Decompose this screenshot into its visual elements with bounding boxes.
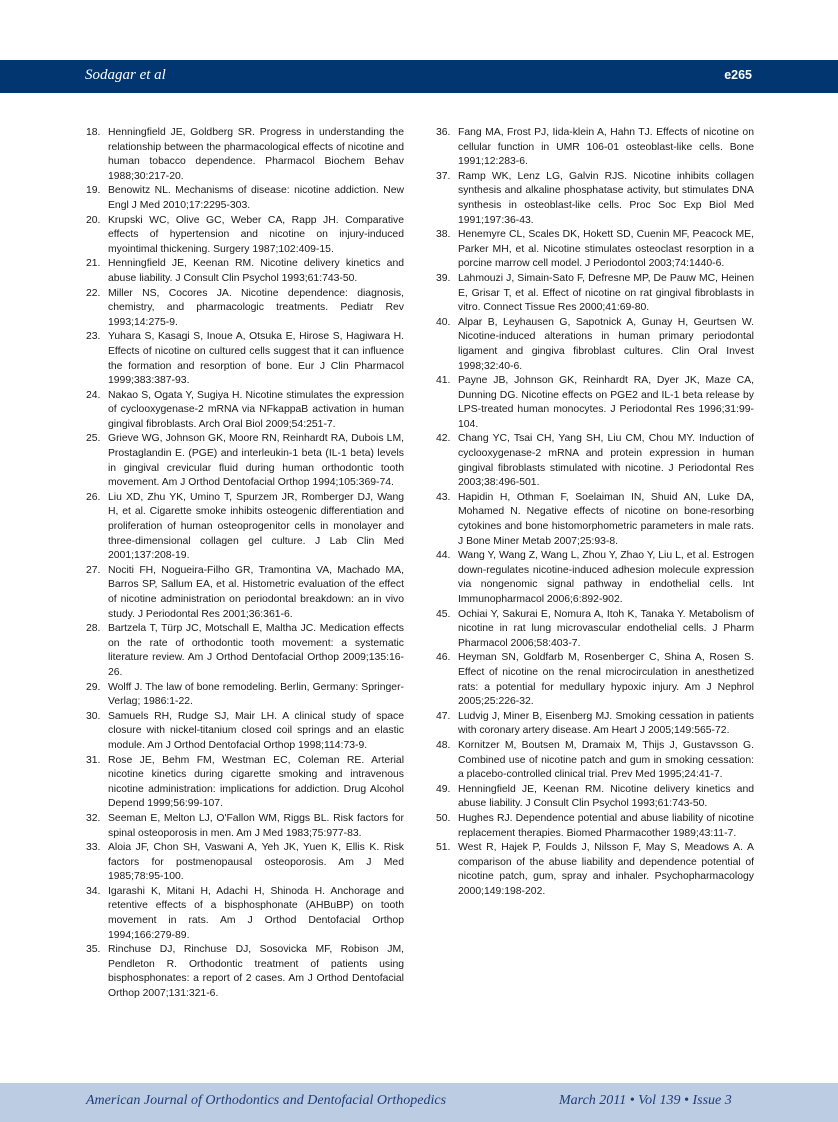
reference-text: Grieve WG, Johnson GK, Moore RN, Reinhardt RA, Dubois LM, Prostaglandin E. (PGE) and interleukin-1 beta (IL-1 beta) levels in gingival crevicular fluid during human orthodontic tooth movement. Am J Orthod Dentofacial Orthop 1994;105:369-74. [108,433,404,489]
reference-text: Henningfield JE, Keenan RM. Nicotine delivery kinetics and abuse liability. J Consult Clin Psychol 1993;61:743-50. [458,783,754,810]
reference-text: Hapidin H, Othman F, Soelaiman IN, Shuid AN, Luke DA, Mohamed N. Negative effects of nicotine on bone-resorbing cytokines and bone histomorphometric parameters in male rats. J Bone Miner Metab 2007;25:93-8. [458,491,754,547]
reference-number: 28. [86,623,101,635]
reference-number: 35. [86,944,101,956]
reference-item [86,432,404,490]
reference-number: 33. [86,842,101,854]
reference-text: Liu XD, Zhu YK, Umino T, Spurzem JR, Romberger DJ, Wang H, et al. Cigarette smoke inhibits osteogenic differentiation and proliferation of human osteoprogenitor cells in monolayer and three-dimensional collagen gel culture. J Lab Clin Med 2001;137:208-19. [108,491,404,562]
reference-item [436,170,754,228]
reference-item [436,608,754,652]
reference-text: Wolff J. The law of bone remodeling. Berlin, Germany: Springer-Verlag; 1986:1-22. [108,681,404,708]
reference-text: Nociti FH, Nogueira-Filho GR, Tramontina VA, Machado MA, Barros SP, Sallum EA, et al. Histometric evaluation of the effect of nicotine administration on periodontal breakdown: an in vivo study. J Periodontal Res 2001;36:361-6. [108,564,404,620]
reference-number: 38. [436,229,451,241]
reference-item [86,681,404,710]
reference-item [436,783,754,812]
reference-text: Yuhara S, Kasagi S, Inoue A, Otsuka E, Hirose S, Hagiwara H. Effects of nicotine on cultured cells suggest that it can influence the formation and resorption of bone. Eur J Clin Pharmacol 1999;383:387-93. [108,331,404,387]
reference-text: Nakao S, Ogata Y, Sugiya H. Nicotine stimulates the expression of cyclooxygenase-2 mRNA via NFkappaB activation in human gingival fibroblasts. Arch Oral Biol 2009;54:251-7. [108,389,404,430]
reference-number: 51. [436,842,451,854]
reference-text: Ochiai Y, Sakurai E, Nomura A, Itoh K, Tanaka Y. Metabolism of nicotine in rat lung microvascular endothelial cells. J Pharm Pharmacol 2006;58:403-7. [458,608,754,649]
reference-number: 34. [86,885,101,897]
reference-item [436,841,754,899]
reference-number: 19. [86,185,101,197]
reference-text: Heyman SN, Goldfarb M, Rosenberger C, Shina A, Rosen S. Effect of nicotine on the renal microcirculation in anesthetized rats: a potential for medullary hypoxic injury. Am J Nephrol 2005;25:226-32. [458,652,754,708]
reference-text: Henemyre CL, Scales DK, Hokett SD, Cuenin MF, Peacock ME, Parker MH, et al. Nicotine stimulates osteoclast resorption in a porcine marrow cell model. J Periodontol 2003;74:1440-6. [458,229,754,270]
reference-number: 50. [436,812,451,824]
reference-item [436,491,754,549]
reference-item [86,257,404,286]
reference-text: Lahmouzi J, Simain-Sato F, Defresne MP, De Pauw MC, Heinen E, Grisar T, et al. Effect of nicotine on rat gingival fibroblasts in vitro. Connect Tissue Res 2000;41:69-80. [458,272,754,314]
reference-text: Bartzela T, Türp JC, Motschall E, Maltha JC. Medication effects on the rate of orthodontic tooth movement: a systematic literature review. Am J Orthod Dentofacial Orthop 2009;135:16-26. [108,623,404,678]
reference-number: 22. [86,287,101,299]
reference-item [436,316,754,374]
reference-item [86,812,404,841]
reference-text: Rose JE, Behm FM, Westman EC, Coleman RE. Arterial nicotine kinetics during cigarette smoking and intravenous nicotine administration: implications for addiction. Drug Alcohol Depend 1999;56:99-107. [108,754,404,810]
references-right-column [436,126,754,899]
reference-text: Igarashi K, Mitani H, Adachi H, Shinoda H. Anchorage and retentive effects of a bisphosphonate (AHBuBP) on tooth movement in rats. Am J Orthod Dentofacial Orthop 1994;166:279-89. [108,885,404,941]
reference-number: 44. [436,550,451,562]
references-left-column [86,126,404,1002]
reference-text: Seeman E, Melton LJ, O'Fallon WM, Riggs BL. Risk factors for spinal osteoporosis in men. Am J Med 1983;75:977-83. [108,812,404,839]
reference-item [86,885,404,943]
reference-text: Chang YC, Tsai CH, Yang SH, Liu CM, Chou MY. Induction of cyclooxygenase-2 mRNA and protein expression in human gingival fibroblasts stimulated with nicotine. J Periodontal Res 2003;38:496-501. [458,433,754,489]
reference-number: 23. [86,331,101,343]
reference-item [436,228,754,272]
reference-number: 39. [436,272,451,284]
reference-item [86,754,404,812]
reference-number: 36. [436,127,451,138]
reference-number: 46. [436,652,451,664]
reference-text: Fang MA, Frost PJ, Iida-klein A, Hahn TJ. Effects of nicotine on cellular function in UMR 106-01 osteoblast-like cells. Bone 1991;12:283-6. [458,127,754,168]
journal-name: American Journal of Orthodontics and Dentofacial Orthopedics [86,1093,447,1108]
reference-text: Ludvig J, Miner B, Eisenberg MJ. Smoking cessation in patients with coronary artery disease. Am Heart J 2005;149:565-72. [458,710,754,737]
reference-number: 37. [436,170,451,182]
reference-item [436,432,754,490]
reference-text: Krupski WC, Olive GC, Weber CA, Rapp JH. Comparative effects of hypertension and nicotine on injury-induced myointimal thickening. Surgery 1987;102:409-15. [108,214,404,255]
reference-item [86,710,404,754]
reference-item [436,272,754,316]
reference-item [436,126,754,170]
reference-number: 24. [86,389,101,401]
reference-item [86,389,404,433]
reference-number: 47. [436,710,451,722]
reference-item [86,126,404,184]
reference-text: West R, Hajek P, Foulds J, Nilsson F, May S, Meadows A. A comparison of the abuse liability and dependence potential of nicotine patch, gum, spray and inhaler. Psychopharmacology 2000;149:198-202. [458,842,754,897]
reference-item [436,549,754,607]
reference-number: 29. [86,681,101,693]
reference-text: Wang Y, Wang Z, Wang L, Zhou Y, Zhao Y, Liu L, et al. Estrogen down-regulates nicotine-induced adhesion molecule expression via nongenomic signal pathway in endothelial cells. Int Immunopharmacol 2006;6:892-902. [458,550,754,605]
reference-item [86,841,404,885]
reference-item [86,943,404,1001]
reference-number: 26. [86,491,101,503]
header-authors: Sodagar et al [85,67,166,83]
reference-text: Kornitzer M, Boutsen M, Dramaix M, Thijs J, Gustavsson G. Combined use of nicotine patch and gum in smoking cessation: a placebo-controlled clinical trial. Prev Med 1995;24:41-7. [458,739,754,781]
reference-item [86,622,404,680]
reference-number: 21. [86,258,101,270]
reference-number: 18. [86,127,101,138]
reference-item [436,710,754,739]
reference-item [86,214,404,258]
reference-text: Aloia JF, Chon SH, Vaswani A, Yeh JK, Yuen K, Ellis K. Risk factors for postmenopausal osteoporosis. Am J Med 1985;78:95-100. [108,842,404,883]
reference-text: Rinchuse DJ, Rinchuse DJ, Sosovicka MF, Robison JM, Pendleton R. Orthodontic treatment of patients using bisphosphonates: a report of 2 cases. Am J Orthod Dentofacial Orthop 2007;131:321-6. [108,944,404,1000]
reference-number: 30. [86,710,101,722]
reference-item [436,812,754,841]
reference-item [436,651,754,709]
reference-text: Alpar B, Leyhausen G, Sapotnick A, Gunay H, Geurtsen W. Nicotine-induced alterations in human primary periodontal ligament and gingiva fibroblast cultures. Clin Oral Invest 1998;32:40-6. [458,316,754,372]
reference-number: 32. [86,812,101,824]
reference-text: Samuels RH, Rudge SJ, Mair LH. A clinical study of space closure with nickel-titanium closed coil springs and an elastic module. Am J Orthod Dentofacial Orthop 1998;114:73-9. [108,710,404,751]
reference-number: 49. [436,783,451,795]
reference-item [86,330,404,388]
reference-number: 45. [436,608,451,620]
reference-number: 20. [86,214,101,226]
running-header [0,60,838,93]
issue-info: March 2011 • Vol 139 • Issue 3 [559,1093,732,1108]
reference-number: 31. [86,754,101,766]
reference-text: Benowitz NL. Mechanisms of disease: nicotine addiction. New Engl J Med 2010;17:2295-303. [108,185,404,211]
reference-item [86,564,404,622]
reference-text: Henningfield JE, Goldberg SR. Progress in understanding the relationship between the pharmacological effects of nicotine and human tobacco dependence. Pharmacol Biochem Behav 1988;30:217-20. [108,127,404,182]
reference-number: 25. [86,433,101,445]
reference-text: Miller NS, Cocores JA. Nicotine dependence: diagnosis, chemistry, and pharmacologic treatments. Pediatr Rev 1993;14:275-9. [108,287,404,328]
reference-item [436,739,754,783]
reference-number: 41. [436,375,451,387]
reference-text: Payne JB, Johnson GK, Reinhardt RA, Dyer JK, Maze CA, Dunning DG. Nicotine effects on PGE2 and IL-1 beta release by LPS-treated human monocytes. J Periodontal Res 1996;31:99-104. [458,375,754,430]
reference-number: 27. [86,564,101,576]
reference-number: 42. [436,433,451,445]
reference-item [86,184,404,213]
reference-item [86,287,404,331]
reference-number: 48. [436,739,451,751]
reference-item [436,374,754,432]
reference-item [86,491,404,564]
reference-text: Ramp WK, Lenz LG, Galvin RJS. Nicotine inhibits collagen synthesis and alkaline phosphatase activity, but stimulates DNA synthesis in osteoblast-like cells. Proc Soc Exp Biol Med 1991;197:36-43. [458,170,754,226]
reference-number: 40. [436,316,451,328]
reference-text: Hughes RJ. Dependence potential and abuse liability of nicotine replacement therapies. Biomed Pharmacother 1989;43:11-7. [458,812,754,839]
reference-text: Henningfield JE, Keenan RM. Nicotine delivery kinetics and abuse liability. J Consult Clin Psychol 1993;61:743-50. [108,258,404,284]
reference-number: 43. [436,491,451,503]
page-number: e265 [724,68,752,82]
running-footer [0,1083,838,1122]
